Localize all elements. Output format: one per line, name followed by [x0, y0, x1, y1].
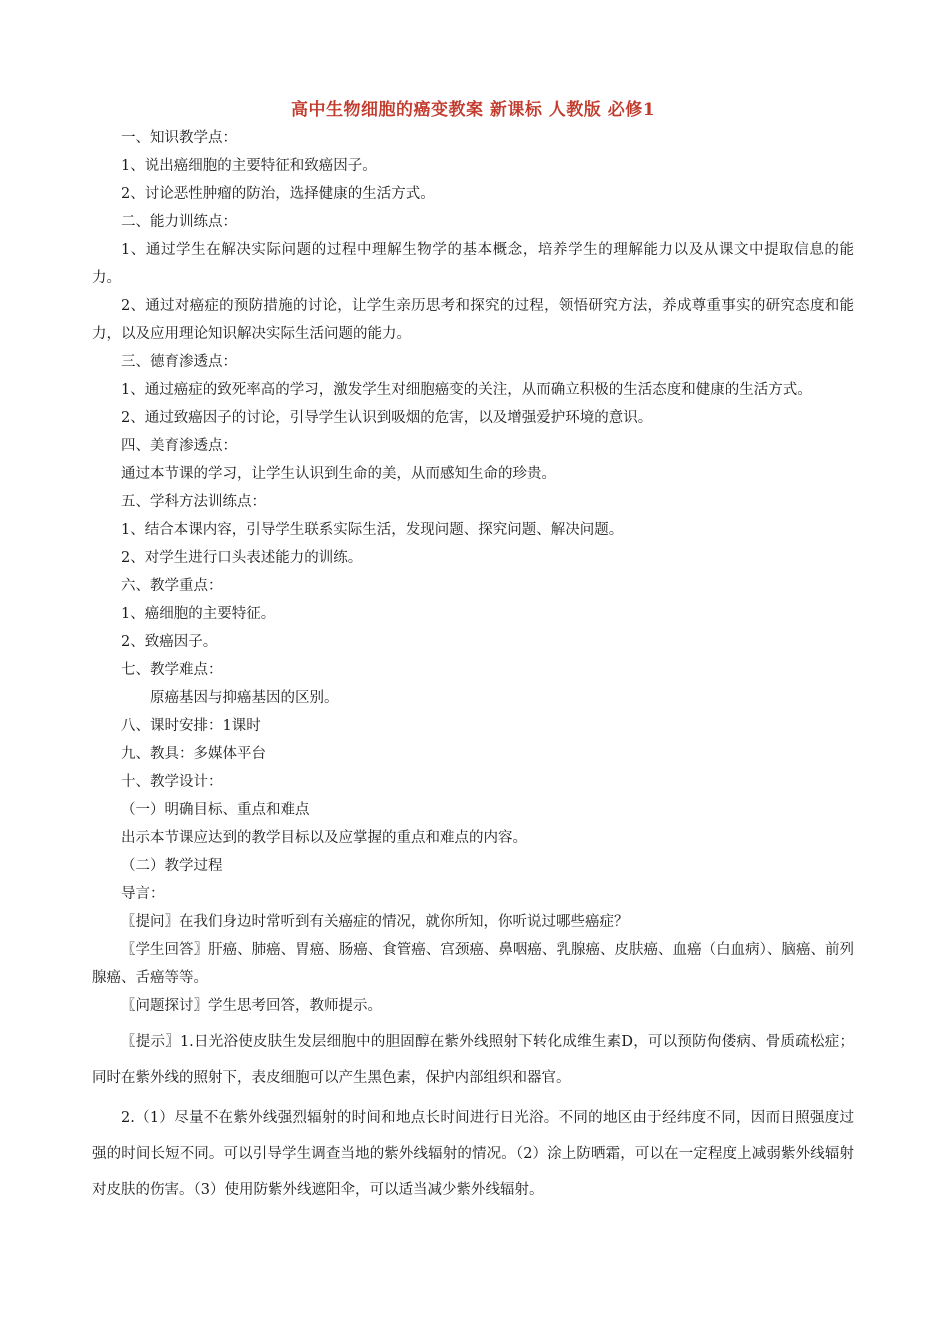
- paragraph: 原癌基因与抑癌基因的区别。: [150, 690, 339, 706]
- paragraph: 导言：: [121, 886, 165, 902]
- paragraph: 2、通过对癌症的预防措施的讨论，让学生亲历思考和探究的过程，领悟研究方法，养成尊重事实的研究态度和能力，以及应用理论知识解决实际生活问题的能力。: [92, 298, 854, 342]
- document-title: 高中生物细胞的癌变教案 新课标 人教版 必修1: [290, 100, 656, 120]
- paragraph: 1、说出癌细胞的主要特征和致癌因子。: [121, 158, 377, 174]
- paragraph: 九、教具：多媒体平台: [121, 746, 266, 762]
- paragraph: 八、课时安排：1课时: [121, 718, 261, 734]
- paragraph: 通过本节课的学习，让学生认识到生命的美，从而感知生命的珍贵。: [121, 466, 556, 482]
- paragraph: 1、通过癌症的致死率高的学习，激发学生对细胞癌变的关注，从而确立积极的生活态度和健康的生活方式。: [121, 382, 812, 398]
- paragraph: 2.（1）尽量不在紫外线强烈辐射的时间和地点长时间进行日光浴。不同的地区由于经纬度不同，因而日照强度过强的时间长短不同。可以引导学生调查当地的紫外线辐射的情况。（2）涂上防晒霜，可以在一定程度上减弱紫外线辐射对皮肤的伤害。（3）使用防紫外线遮阳伞，可以适当减少紫外线辐射。: [92, 1110, 854, 1198]
- paragraph: 2、对学生进行口头表述能力的训练。: [121, 550, 363, 566]
- paragraph: 1、癌细胞的主要特征。: [121, 606, 276, 622]
- paragraph: 四、美育渗透点：: [121, 438, 237, 454]
- document-body: [92, 124, 854, 1208]
- paragraph: 二、能力训练点：: [121, 214, 237, 230]
- paragraph: 三、德育渗透点：: [121, 354, 237, 370]
- paragraph: （二）教学过程: [121, 858, 223, 874]
- paragraph: 七、教学难点：: [121, 662, 223, 678]
- paragraph: 2、通过致癌因子的讨论，引导学生认识到吸烟的危害，以及增强爱护环境的意识。: [121, 410, 653, 426]
- paragraph: 十、教学设计：: [121, 774, 223, 790]
- paragraph: 五、学科方法训练点：: [121, 494, 266, 510]
- paragraph: 〖提示〗1.日光浴使皮肤生发层细胞中的胆固醇在紫外线照射下转化成维生素D，可以预防佝偻病、骨质疏松症；同时在紫外线的照射下，表皮细胞可以产生黑色素，保护内部组织和器官。: [92, 1034, 854, 1086]
- paragraph: 1、结合本课内容，引导学生联系实际生活，发现问题、探究问题、解决问题。: [121, 522, 624, 538]
- paragraph: 六、教学重点：: [121, 578, 223, 594]
- paragraph: 2、致癌因子。: [121, 634, 218, 650]
- paragraph: （一）明确目标、重点和难点: [121, 802, 310, 818]
- paragraph: 〖问题探讨〗学生思考回答，教师提示。: [121, 998, 382, 1014]
- paragraph: 出示本节课应达到的教学目标以及应掌握的重点和难点的内容。: [121, 830, 527, 846]
- paragraph: 一、知识教学点：: [121, 130, 237, 146]
- paragraph: 〖学生回答〗肝癌、肺癌、胃癌、肠癌、食管癌、宫颈癌、鼻咽癌、乳腺癌、皮肤癌、血癌（白血病）、脑癌、前列腺癌、舌癌等等。: [92, 942, 854, 986]
- document-page: [92, 98, 854, 1208]
- paragraph: 2、讨论恶性肿瘤的防治，选择健康的生活方式。: [121, 186, 435, 202]
- paragraph: 〖提问〗在我们身边时常听到有关癌症的情况，就你所知，你听说过哪些癌症？: [121, 914, 629, 930]
- paragraph: 1、通过学生在解决实际问题的过程中理解生物学的基本概念，培养学生的理解能力以及从课文中提取信息的能力。: [92, 242, 854, 286]
